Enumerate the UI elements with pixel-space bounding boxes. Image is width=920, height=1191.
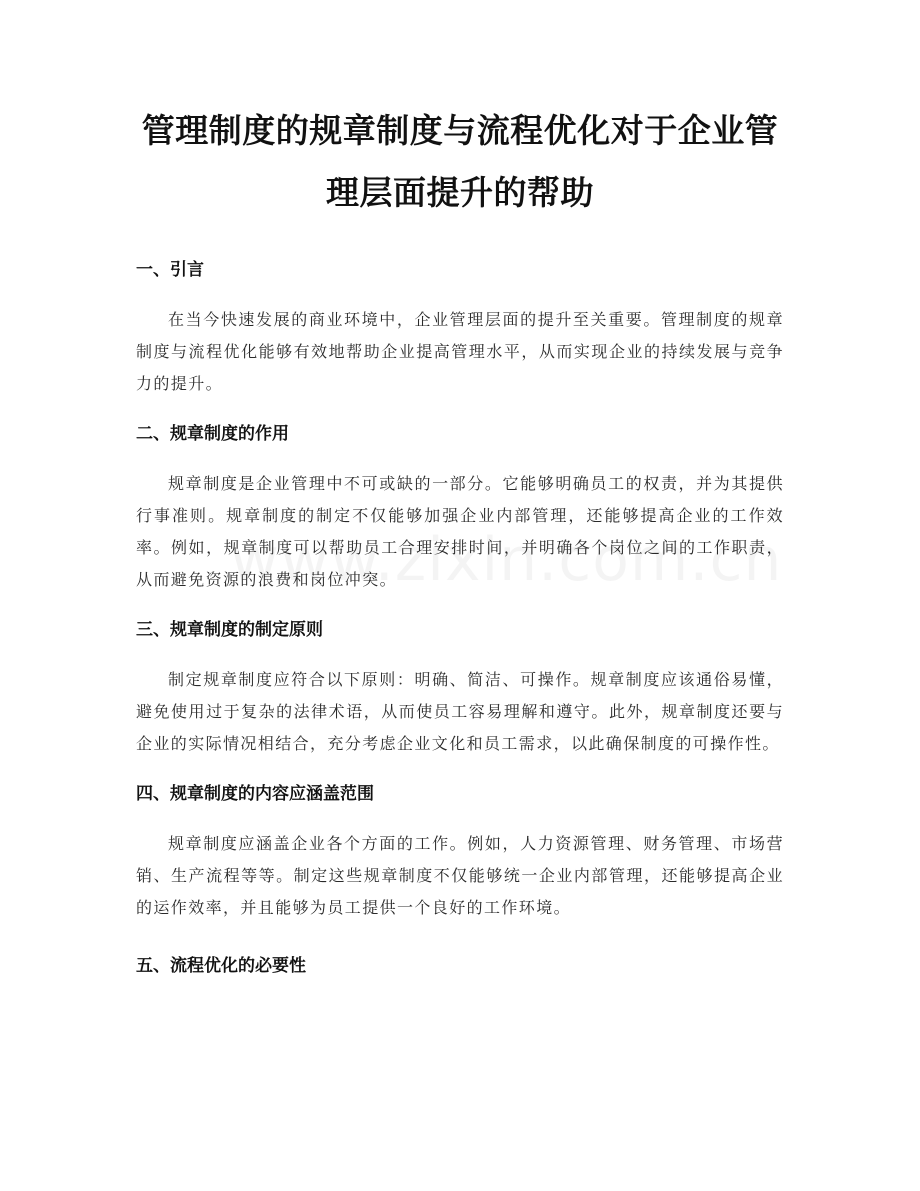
section-heading: 五、流程优化的必要性 <box>136 956 306 976</box>
section-heading: 三、规章制度的制定原则 <box>136 620 323 640</box>
section-paragraph: 制定规章制度应符合以下原则：明确、简洁、可操作。规章制度应该通俗易懂，避免使用过于复杂的法律术语，从而使员工容易理解和遵守。此外，规章制度还要与企业的实际情况相结合，充分考虑企业文化和员工需求，以此确保制度的可操作性。 <box>136 670 784 753</box>
title-line-1: 管理制度的规章制度与流程优化对于企业管 <box>141 111 779 150</box>
section-heading: 一、引言 <box>136 260 204 280</box>
section-paragraph: 规章制度应涵盖企业各个方面的工作。例如，人力资源管理、财务管理、市场营销、生产流程等等。制定这些规章制度不仅能够统一企业内部管理，还能够提高企业的运作效率，并且能够为员工提供一个良好的工作环境。 <box>136 834 784 917</box>
section-paragraph: 在当今快速发展的商业环境中，企业管理层面的提升至关重要。管理制度的规章制度与流程优化能够有效地帮助企业提高管理水平，从而实现企业的持续发展与竞争力的提升。 <box>136 310 784 393</box>
document-title <box>136 100 784 224</box>
section-heading: 二、规章制度的作用 <box>136 424 289 444</box>
section-role-of-rules <box>136 420 784 596</box>
section-process-optimization <box>136 952 784 980</box>
section-paragraph: 规章制度是企业管理中不可或缺的一部分。它能够明确员工的权责，并为其提供行事准则。规章制度的制定不仅能够加强企业内部管理，还能够提高企业的工作效率。例如，规章制度可以帮助员工合理安排时间，并明确各个岗位之间的工作职责，从而避免资源的浪费和岗位冲突。 <box>136 474 784 589</box>
section-introduction <box>136 256 784 400</box>
section-heading: 四、规章制度的内容应涵盖范围 <box>136 784 374 804</box>
section-content-scope <box>136 780 784 924</box>
title-line-2: 理层面提升的帮助 <box>326 173 594 212</box>
section-drafting-principles <box>136 616 784 760</box>
